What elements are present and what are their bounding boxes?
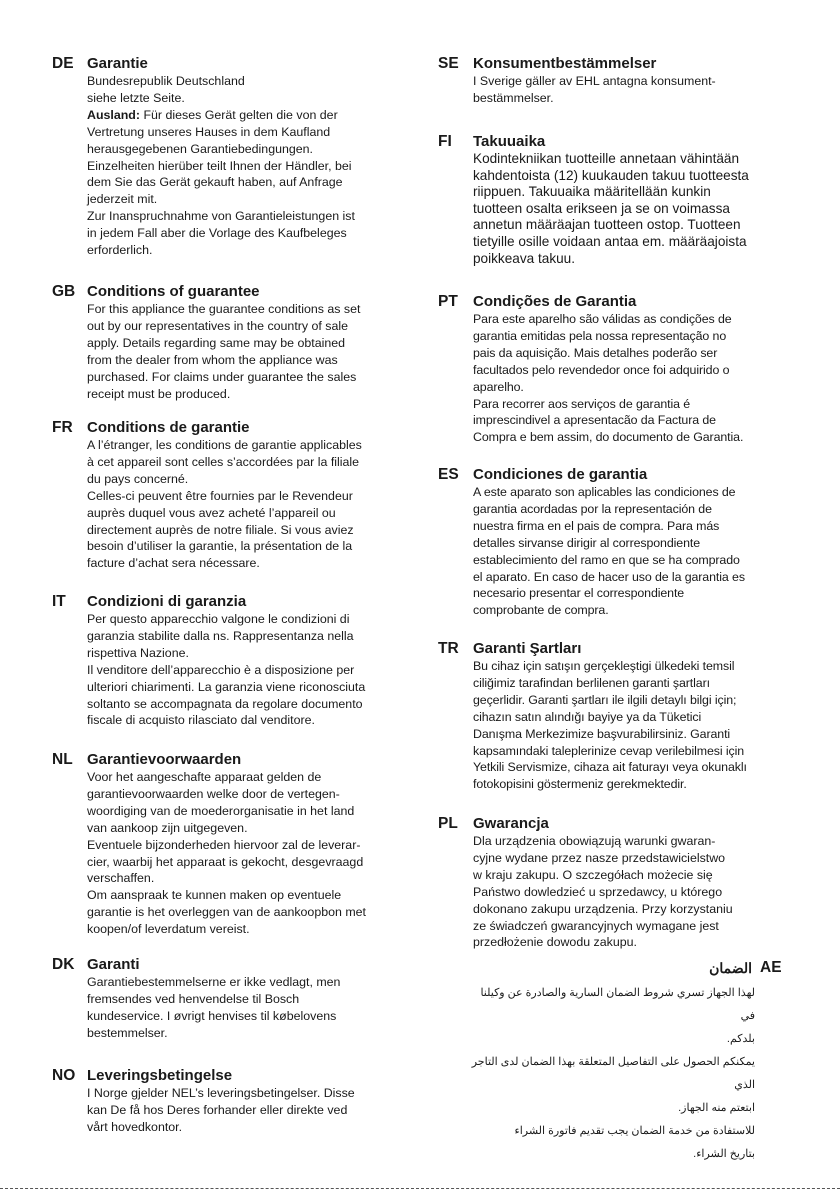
section-text: Garantiebestemmelserne er ikke vedlagt, men fremsendes ved henvendelse til Bosch kundeservice. I øvrigt henvises til købelovens bestemmelser. xyxy=(87,975,341,1040)
section-text: Voor het aangeschafte apparaat gelden de garantievoorwaarden welke door de vertegen- woordiging van de moederorganisatie in het land van aankoop zijn uitgegeven. Eventuele bijzonderheden hiervoor zal de leverar- cier, waarbij het apparaat is gekocht, desgevraagd verschaffen. Om aanspraak te kunnen maken op eventuele garantie is het overleggen van de aankoopbon met koopen/of leverdatum vereist. xyxy=(87,770,366,937)
section-title: Garantie xyxy=(87,55,148,72)
section-pl xyxy=(438,815,808,951)
ae-text: لهذا الجهاز تسري شروط الضمان السارية والصادرة عن وكيلنا في بلدكم. يمكنكم الحصول على التفاصيل المتعلقة بهذا الضمان لدى التاجر الذي ابتعتم منه الجهاز. للاستفادة من خدمة الضمان يجب تقديم فاتورة الشراء بتاريخ الشراء. xyxy=(471,987,755,1160)
section-fr xyxy=(52,419,412,572)
language-code: DK xyxy=(52,956,75,973)
ausland-label: Ausland: xyxy=(87,107,141,122)
section-text: I Sverige gäller av EHL antagna konsument- bestämmelser. xyxy=(473,74,716,105)
section-dk xyxy=(52,956,412,1042)
section-it xyxy=(52,593,412,729)
language-code: TR xyxy=(438,640,459,657)
section-pt xyxy=(438,293,808,446)
section-text: A este aparato son aplicables las condiciones de garantia acordadas por la representación de nuestra firma en el pais de compra. Para más detalles sirvanse dirigir al correspondiente establecimiento del ramo en que se ha comprado el aparato. En caso de hacer uso de la garantia es necesario presentar el correspondiente comprobante de compra. xyxy=(473,485,745,618)
language-code: IT xyxy=(52,593,66,610)
language-code: DE xyxy=(52,55,74,72)
language-code: PL xyxy=(438,815,458,832)
ausland-text: Für dieses Gerät gelten die von der xyxy=(143,107,338,122)
section-title: Garanti Şartları xyxy=(473,640,582,657)
section-title: Leveringsbetingelse xyxy=(87,1067,233,1084)
language-code: SE xyxy=(438,55,459,72)
section-fi xyxy=(438,133,808,267)
section-es xyxy=(438,466,808,619)
section-text: Bu cihaz için satışın gerçekleştigi ülkedeki temsil ciliğimiz tarafindan berlilenen garanti şartları geçerlidir. Garanti şartları ile ilgili detaylı bilgi için; cihazın satın alındığı bayiye ya da Tüketici Danışma Merkezimize başvurabilirsiniz. Garanti kapsamındaki taleplerinize cevap verilebilmesi için Yetkili Servismize, cihaza ait faturayı veya okunaklı fotokopisini göstermeniz gerekmektedir. xyxy=(473,659,747,792)
section-text: Para este aparelho são válidas as condições de garantia emitidas pela nossa representação no pais da aquisição. Mais detalhes poderão ser facultados pelo revendedor once foi adquirido o aparelho. Para recorrer aos serviços de garantia é imprescindivel a apresentacão da Factura de Compra e bem assim, do documento de Garantia. xyxy=(473,312,744,445)
language-code: FR xyxy=(52,419,73,436)
section-title: Condiciones de garantia xyxy=(473,466,648,483)
section-title: Conditions de garantie xyxy=(87,419,250,436)
section-title: Gwarancja xyxy=(473,815,549,832)
section-title: Condizioni di garanzia xyxy=(87,593,247,610)
language-code: NO xyxy=(52,1067,76,1084)
section-title: Takuuaika xyxy=(473,133,546,150)
page-bottom-rule xyxy=(0,1188,840,1189)
language-code: GB xyxy=(52,283,76,300)
section-title: Garanti xyxy=(87,956,140,973)
section-text: For this appliance the guarantee conditions as set out by our representatives in the country of sale apply. Details regarding same may be obtained from the dealer from whom the appliance was purchased. For claims under guarantee the sales receipt must be produced. xyxy=(87,302,361,401)
section-text: Dla urządzenia obowiązują warunki gwaran- cyjne wydane przez nasze przedstawicielstwo w kraju zakupu. O szczegółach możecie się Państwo dowledzieć u sprzedawcy, u którego dokonano zakupu urządzenia. Przy korzystaniu ze świadczeń gwarancyjnych wymagane jest przedłożenie dowodu zakupu. xyxy=(473,834,733,950)
section-nl xyxy=(52,751,412,938)
section-tr xyxy=(438,640,808,793)
language-code: NL xyxy=(52,751,73,768)
section-text: Kodintekniikan tuotteille annetaan vähintään kahdentoista (12) kuukauden takuu tuotteesta riippuen. Takuuaika määritellään kunkin tuotteen osalta erikseen ja se on voimassa annetun määräajan tuotteen ostop. Tuotteen tietyille osille voidaan antaa em. määräajoista poikkeava takuu. xyxy=(473,151,749,266)
language-code: ES xyxy=(438,466,459,483)
language-code: PT xyxy=(438,293,458,310)
language-code: FI xyxy=(438,133,452,150)
ae-title: الضمان xyxy=(709,960,752,976)
section-title: Conditions of guarantee xyxy=(87,283,260,300)
section-title: Condições de Garantia xyxy=(473,293,637,310)
section-text: I Norge gjelder NEL’s leveringsbetingelser. Disse kan De få hos Deres forhander eller direkte ved vårt hovedkontor. xyxy=(87,1086,355,1134)
section-title: Konsumentbestämmelser xyxy=(473,55,657,72)
section-se xyxy=(438,55,798,107)
section-text: A l’étranger, les conditions de garantie applicables à cet appareil sont celles s’accordées par la filiale du pays concerné. Celles-ci peuvent être fournies par le Revendeur auprès duquel vous avez acheté l’appareil ou directement auprès de notre filiale. Si vous aviez besoin d’utiliser la garantie, la présentation de la facture d’achat sera nécessare. xyxy=(87,438,362,571)
section-no xyxy=(52,1067,412,1136)
section-de xyxy=(52,55,412,259)
section-gb xyxy=(52,283,412,402)
section-title: Garantievoorwaarden xyxy=(87,751,242,768)
language-code-ae: AE xyxy=(760,959,782,976)
section-text: Bundesrepublik Deutschland siehe letzte Seite. Ausland: Für dieses Gerät gelten die von der Vertretung unseres Hauses in dem Kaufland herausgegebenen Garantiebedingungen. Einzelheiten hierüber teilt Ihnen der Händler, bei dem Sie das Gerät gekauft haben, auf Anfrage jederzeit mit. Zur Inanspruchnahme von Garantieleistungen ist in jedem Fall aber die Vorlage des Kaufbeleges erforderlich. xyxy=(87,74,355,258)
section-text: Per questo apparecchio valgone le condizioni di garanzia stabilite dalla ns. Rappresentanza nella rispettiva Nazione. Il venditore dell’apparecchio è a disposizione per ulteriori chiarimenti. La garanzia viene riconosciuta soltanto se accompagnata da regolare documento fiscale di acquisto rilasciato dal venditore. xyxy=(87,612,366,728)
